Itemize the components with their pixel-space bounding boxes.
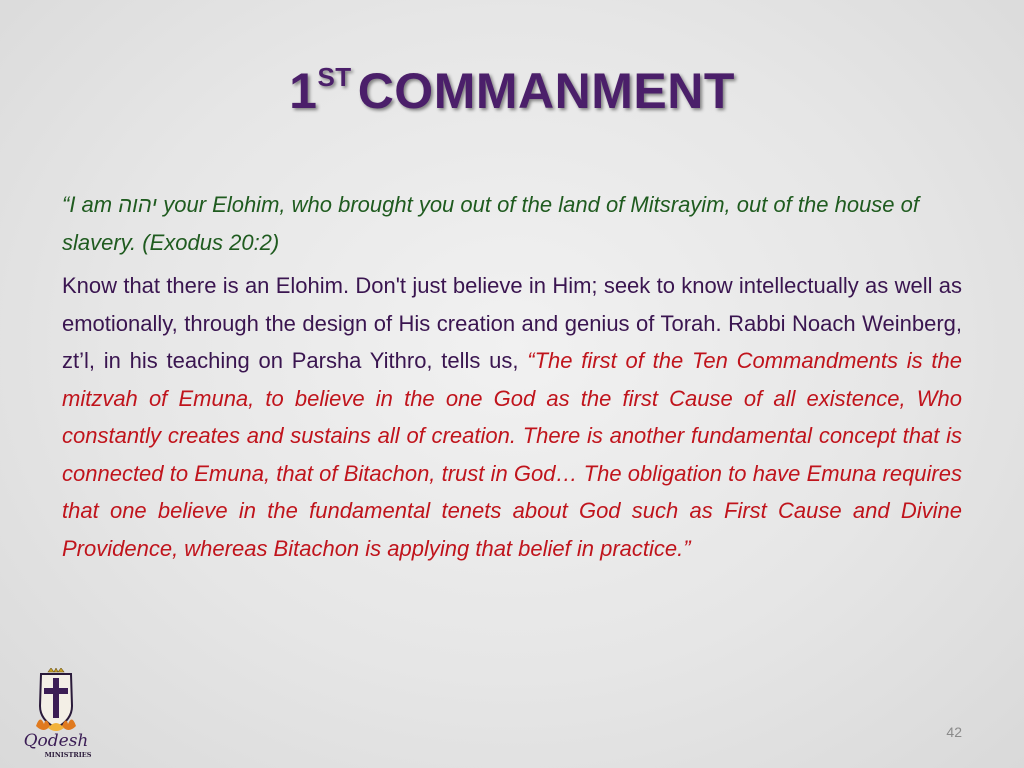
title-superscript: ST (317, 62, 352, 92)
scripture-rest: your Elohim, who brought you out of the land of Mitsrayim, out of the house of slavery. (Exodus 20:2) (62, 192, 919, 255)
paragraph-lead: Know that there is an Elohim. Don't just believe in Him; seek to know intellectually as well as emotionally, through the design of His creation and genius of Torah. Rabbi Noach Weinberg, zt’l, in his teaching on Parsha Yithro, tells us, (62, 273, 962, 373)
scripture-hebrew-name: יהוה (118, 192, 158, 217)
slide-title (0, 62, 1024, 120)
logo-subtitle: MINISTRIES (44, 751, 92, 759)
title-number: 1 (289, 63, 318, 119)
page-number: 42 (946, 724, 962, 740)
weinberg-quote: “The first of the Ten Commandments is the mitzvah of Emuna, to believe in the one God as the first Cause of all existence, Who constantly creates and sustains all of creation. There is another fundamental concept that is connected to Emuna, that of Bitachon, trust in God… The obligation to have Emuna requires that one believe in the fundamental tenets about God such as First Cause and Divine Providence, whereas Bitachon is applying that belief in practice.” (62, 348, 962, 561)
logo-name: Qodesh (23, 731, 89, 751)
body-paragraph (62, 267, 962, 567)
slide-body (62, 186, 962, 567)
qodesh-ministries-logo (14, 668, 98, 760)
scripture-quote (62, 186, 962, 261)
title-text: COMMANMENT (357, 63, 735, 119)
scripture-open: “I am (62, 192, 119, 217)
